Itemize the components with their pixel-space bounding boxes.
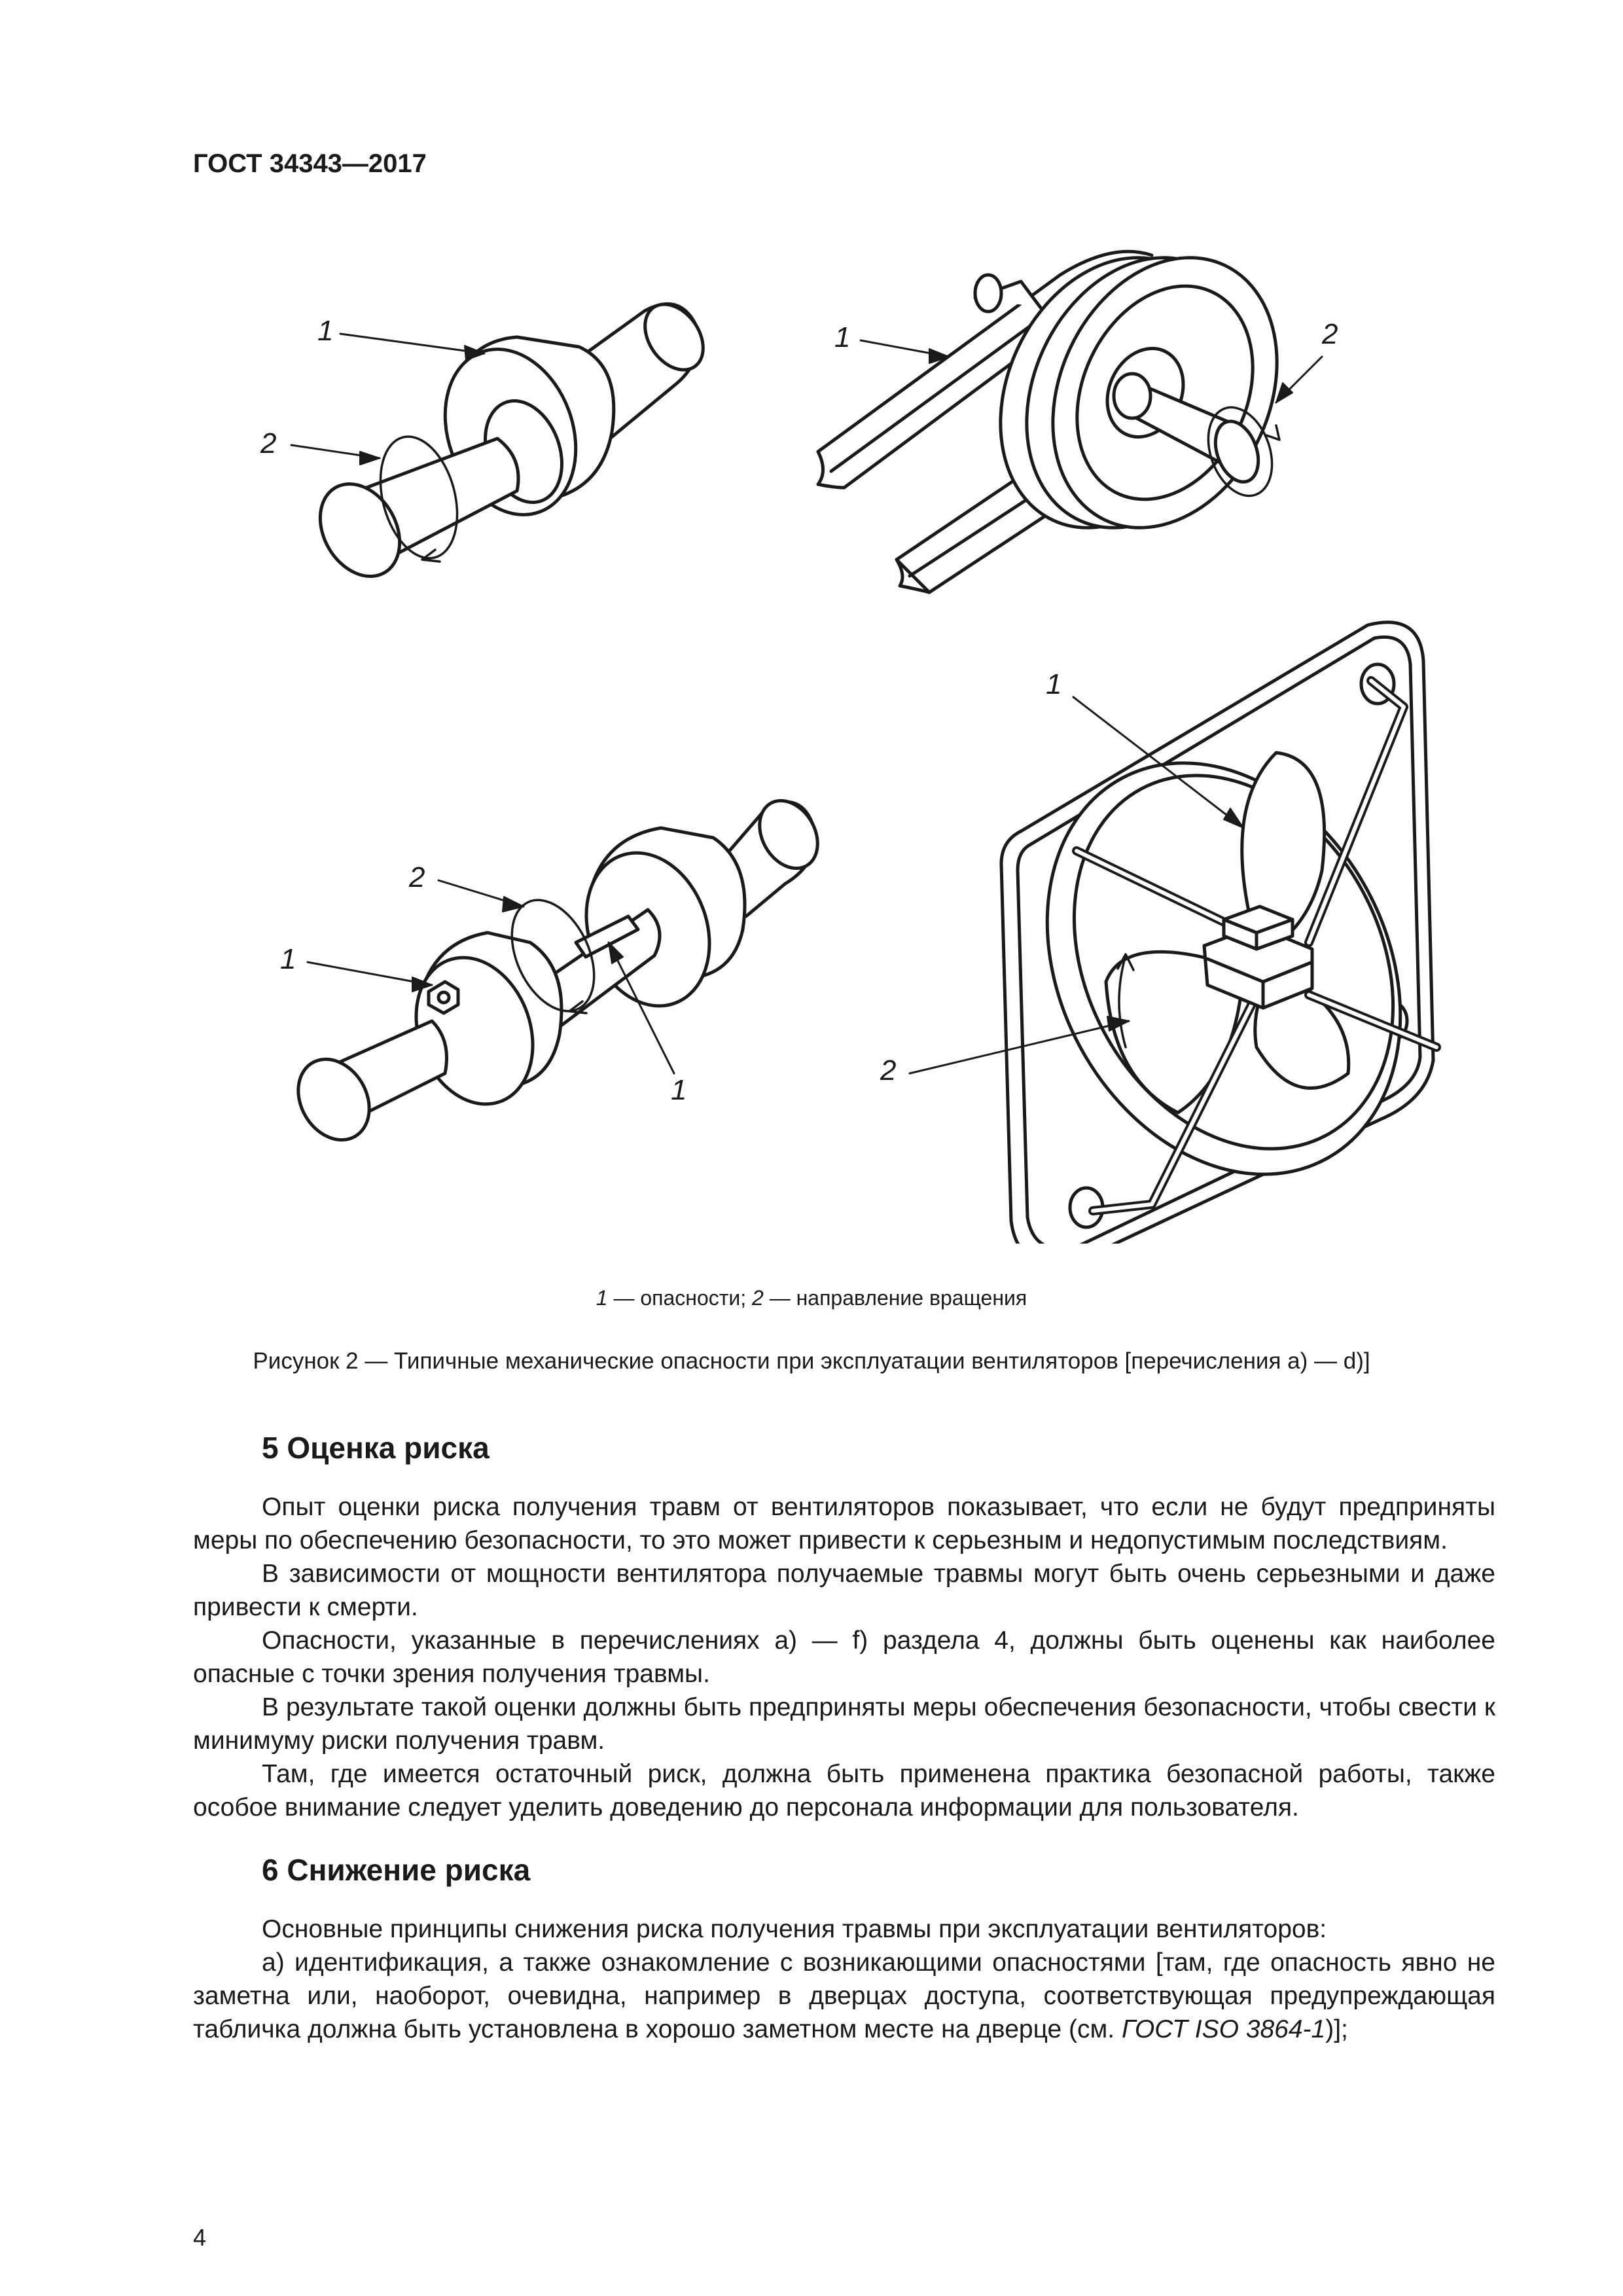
callout-b-2: 2 [1322, 318, 1338, 350]
figure-caption: Рисунок 2 — Типичные механические опасности при эксплуатации вентиляторов [перечисления a) — d)] [253, 1348, 1370, 1374]
section-6-item-a [193, 1946, 1495, 2046]
drawing-b-belt-pulley [818, 221, 1322, 592]
drawing-d-axial-fan [910, 622, 1470, 1244]
callout-c-1-bottom: 1 [671, 1074, 687, 1106]
callout-d-1: 1 [1046, 668, 1062, 700]
key-text-2: — направление вращения [763, 1286, 1027, 1310]
callout-c-1-left: 1 [280, 943, 296, 975]
key-text-1: — опасности; [607, 1286, 753, 1310]
section-5-paragraph: Опасности, указанные в перечислениях a) — f) раздела 4, должны быть оценены как наиболее опасные с точки зрения получения травмы. [193, 1626, 1495, 1688]
drawing-c-shaft-key [284, 790, 829, 1153]
section-5-title: 5 Оценка риска [262, 1431, 490, 1465]
section-6-body [193, 1912, 1495, 2046]
callout-b-1: 1 [834, 321, 851, 353]
figure-key [0, 1286, 1623, 1310]
key-number-1: 1 [596, 1286, 608, 1310]
standard-reference: ГОСТ ISO 3864-1 [1121, 2015, 1326, 2043]
drawing-a-shaft-coupling [291, 293, 715, 590]
section-5-paragraph: В зависимости от мощности вентилятора получаемые травмы могут быть очень серьезными и даже привести к смерти. [193, 1560, 1495, 1621]
key-number-2: 2 [752, 1286, 764, 1310]
section-5-paragraph: Опыт оценки риска получения травм от вентиляторов показывает, что если не будут предприняты меры по обеспечению безопасности, то это может привести к серьезным и недопустимым последствиям. [193, 1493, 1495, 1554]
section-5-body [193, 1490, 1495, 1824]
item-a-text-end: )]; [1325, 2015, 1348, 2043]
callout-a-1: 1 [317, 315, 334, 347]
section-5-paragraph: Там, где имеется остаточный риск, должна быть применена практика безопасной работы, также особое внимание следует уделить доведению до персонала информации для пользователя. [193, 1760, 1495, 1821]
callout-d-2: 2 [880, 1054, 897, 1086]
section-6-paragraph: Основные принципы снижения риска получения травмы при эксплуатации вентиляторов: [262, 1915, 1327, 1943]
page-number: 4 [193, 2224, 207, 2251]
item-a-text: a) идентификация, а также ознакомление с возникающими опасностями [там, где опасность явно не заметна или, наоборот, очевидна, например в дверцах доступа, соответствующая предупреждающая табличка должна быть установлена в хорошо заметном месте на дверце (см. [193, 1948, 1495, 2043]
callout-c-2: 2 [409, 861, 425, 893]
section-5-paragraph: В результате такой оценки должны быть предприняты меры обеспечения безопасности, чтобы свести к минимуму риски получения травм. [193, 1693, 1495, 1755]
section-6-title: 6 Снижение риска [262, 1853, 531, 1887]
callout-a-2: 2 [260, 427, 277, 459]
document-header: ГОСТ 34343—2017 [193, 149, 427, 178]
